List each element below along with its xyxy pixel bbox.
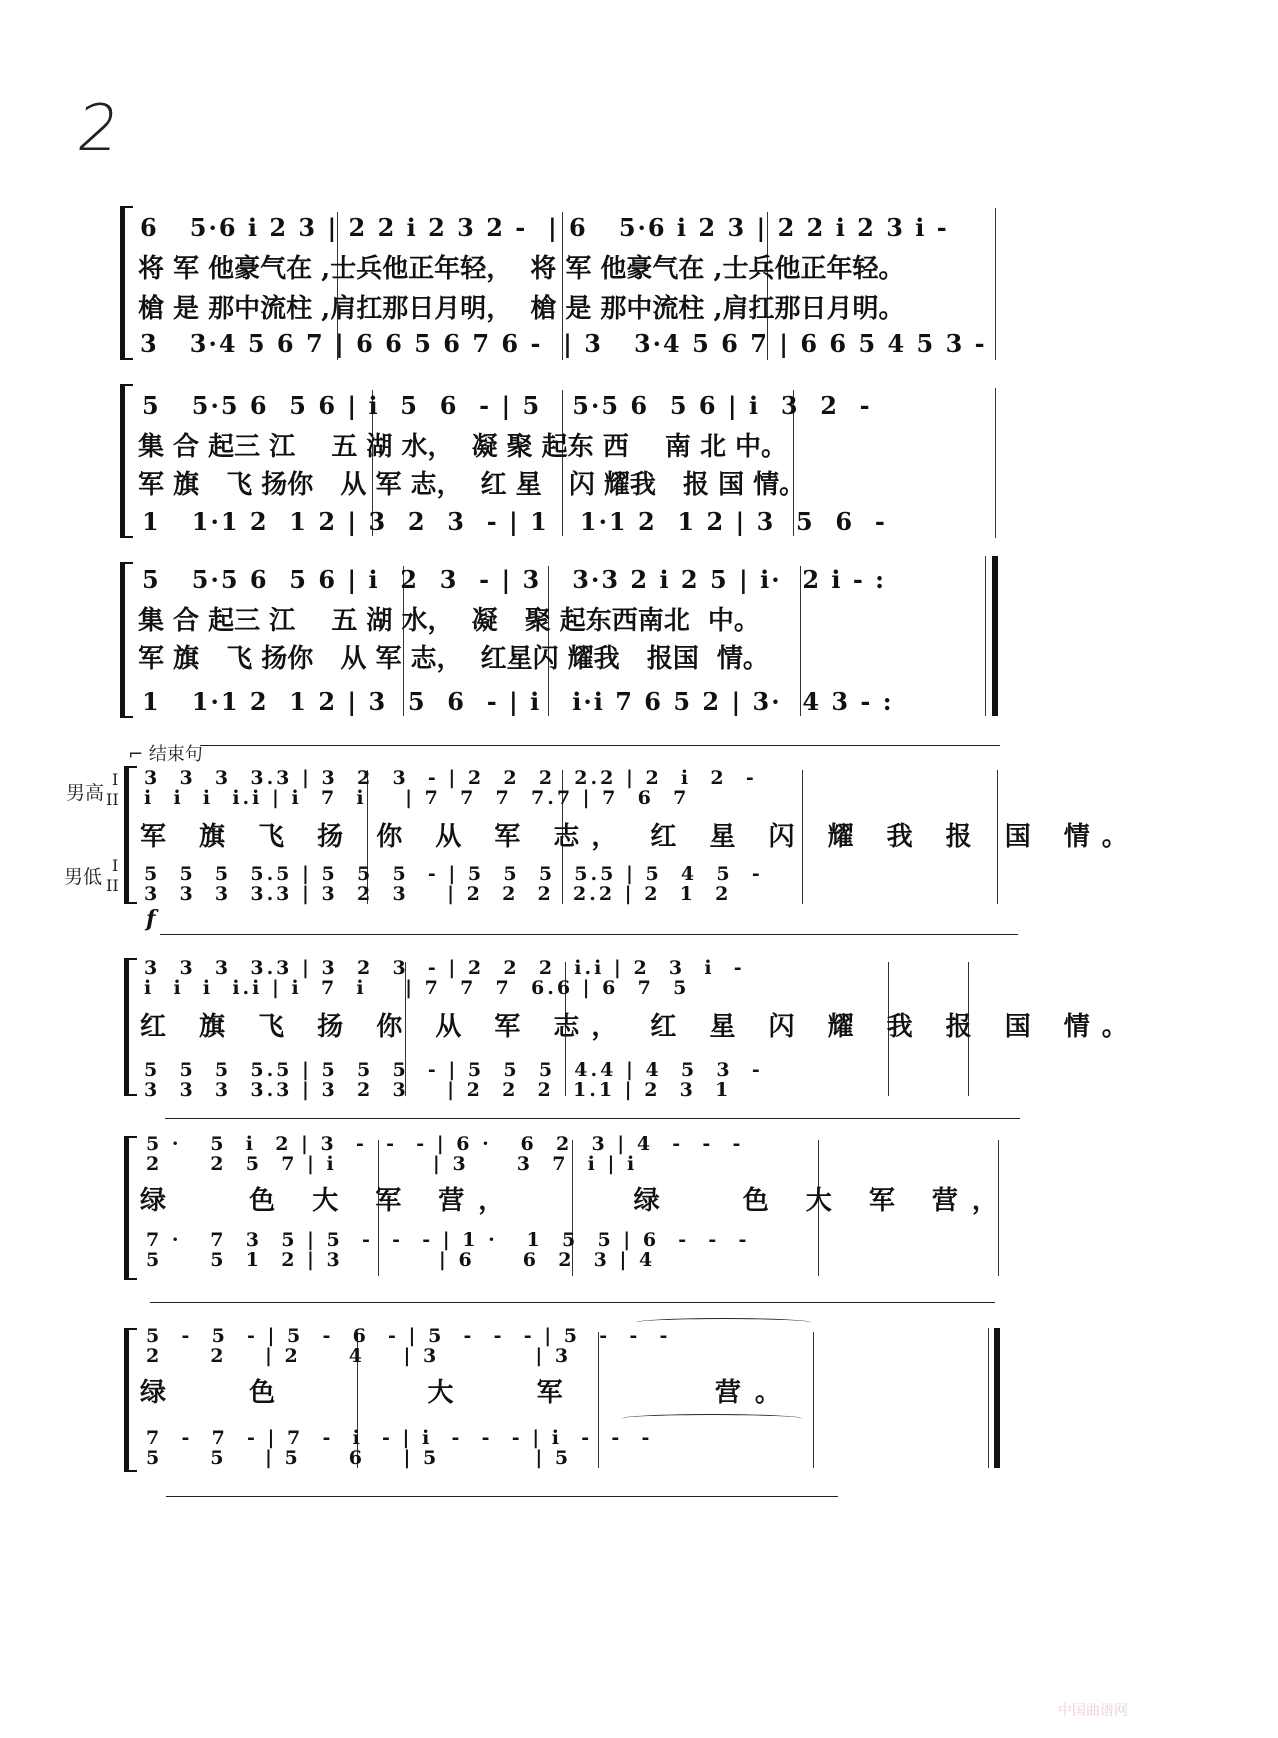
tenor-part-1: 3 3 3 3.3 | 3 2 3 - | 2 2 2 2.2 | 2 i 2 -	[144, 767, 757, 789]
lyrics: 绿 色 大 军 营， 绿 色 大 军 营，	[140, 1186, 1012, 1216]
barline	[813, 1332, 814, 1468]
tenor-part-2: 2 2 5 7 | i | 3 3 7 i | i	[146, 1153, 638, 1175]
bass-part-1: 7 - 7 - | 7 - i - | i - - - | i - - -	[146, 1427, 653, 1449]
system-bracket	[120, 384, 133, 538]
lyrics-verse-1: 集 合 起三 江 五 湖 水， 凝 聚 起东西南北 中。	[138, 606, 760, 636]
voice-label-tenor: 男高	[66, 782, 105, 804]
lyrics: 绿 色 大 军 营。	[140, 1378, 795, 1408]
repeat-end-barline	[992, 556, 998, 716]
lyrics: 红 旗 飞 扬 你 从 军 志， 红 星 闪 耀 我 报 国 情。	[140, 1012, 1140, 1042]
bass-part-2: 3 3 3 3.3 | 3 2 3 | 2 2 2 1.1 | 2 3 1	[144, 1079, 732, 1101]
tenor-part-1: 5 - 5 - | 5 - 6 - | 5 - - - | 5 - - -	[146, 1325, 671, 1347]
tenor-part-2: i i i i.i | i 7 i | 7 7 7 7.7 | 7 6 7	[144, 787, 690, 809]
bass-part-2: 3 3 3 3.3 | 3 2 3 | 2 2 2 2.2 | 2 1 2	[144, 883, 732, 905]
barline	[985, 556, 986, 716]
melody-line-top: 5 5·5 6 5 6 | i 2 3 - | 3 3·3 2 i 2 5 | i· 2 i - :	[142, 565, 887, 594]
tenor-part-1: 5 · 5 i 2 | 3 - - - | 6 · 6 2 3 | 4 - - -	[146, 1133, 744, 1155]
part-label-1: I	[112, 770, 119, 789]
bottom-rule	[166, 1496, 838, 1497]
lyrics-verse-2: 槍 是 那中流柱 ,肩扛那日月明， 槍 是 那中流柱 ,肩扛那日月明。	[138, 294, 905, 324]
section-line	[200, 745, 1000, 746]
system-bracket	[120, 562, 133, 718]
watermark: 中国曲谱网	[1058, 1703, 1128, 1719]
voice-label-bass: 男低	[64, 866, 103, 888]
system-bracket	[124, 1136, 137, 1280]
system-separator	[160, 934, 1018, 935]
melody-line-top: 6 5·6 i 2 3 | 2 2 i 2 3 2 - | 6 5·6 i 2 3 | 2 2 i 2 3 i -	[140, 213, 949, 242]
system-bracket	[124, 1328, 137, 1472]
dynamic-forte: f	[146, 906, 156, 932]
ending-section-label: ⌐ 结束句	[128, 744, 203, 765]
part-label-2: II	[106, 790, 119, 809]
bass-part-2: 5 5 1 2 | 3 | 6 6 2 3 | 4	[146, 1249, 656, 1271]
barline	[995, 388, 996, 538]
lyrics-verse-1: 集 合 起三 江 五 湖 水， 凝 聚 起东 西 南 北 中。	[138, 432, 788, 462]
system-separator	[165, 1118, 1020, 1119]
bass-part-1: 5 5 5 5.5 | 5 5 5 - | 5 5 5 5.5 | 5 4 5 -	[144, 863, 763, 885]
barline	[995, 208, 996, 360]
tie-bottom	[622, 1414, 802, 1423]
melody-line-bottom: 1 1·1 2 1 2 | 3 2 3 - | 1 1·1 2 1 2 | 3 5 6 -	[142, 507, 887, 536]
bass-part-2: 5 5 | 5 6 | 5 | 5	[146, 1447, 572, 1469]
final-barline	[994, 1328, 1000, 1468]
system-bracket	[124, 766, 137, 904]
system-bracket	[124, 958, 137, 1096]
melody-line-bottom: 1 1·1 2 1 2 | 3 5 6 - | i i·i 7 6 5 2 | 3· 4 3 - :	[142, 687, 894, 716]
tenor-part-2: 2 2 | 2 4 | 3 | 3	[146, 1345, 572, 1367]
part-label-1: I	[112, 856, 119, 875]
lyrics: 军 旗 飞 扬 你 从 军 志， 红 星 闪 耀 我 报 国 情。	[140, 822, 1140, 852]
tenor-part-2: i i i i.i | i 7 i | 7 7 7 6.6 | 6 7 5	[144, 977, 690, 999]
lyrics-verse-2: 军 旗 飞 扬你 从 军 志， 红星闪 耀我 报国 情。	[138, 644, 769, 674]
lyrics-verse-1: 将 军 他豪气在 ,士兵他正年轻， 将 军 他豪气在 ,士兵他正年轻。	[138, 254, 905, 284]
lyrics-verse-2: 军 旗 飞 扬你 从 军 志， 红 星 闪 耀我 报 国 情。	[138, 470, 806, 500]
bass-part-1: 7 · 7 3 5 | 5 - - - | 1 · 1 5 5 | 6 - - -	[146, 1229, 750, 1251]
part-label-2: II	[106, 876, 119, 895]
barline	[988, 1328, 989, 1468]
melody-line-bottom: 3 3·4 5 6 7 | 6 6 5 6 7 6 - | 3 3·4 5 6 7 | 6 6 5 4 5 3 -	[140, 329, 987, 358]
system-separator	[150, 1302, 995, 1303]
bass-part-1: 5 5 5 5.5 | 5 5 5 - | 5 5 5 4.4 | 4 5 3 -	[144, 1059, 763, 1081]
melody-line-top: 5 5·5 6 5 6 | i 5 6 - | 5 5·5 6 5 6 | i 3 2 -	[142, 391, 872, 420]
tenor-part-1: 3 3 3 3.3 | 3 2 3 - | 2 2 2 i.i | 2 3 i -	[144, 957, 745, 979]
page-number: 2	[72, 92, 124, 166]
section-marker-icon: ⌐	[128, 744, 149, 765]
system-bracket	[120, 206, 133, 360]
